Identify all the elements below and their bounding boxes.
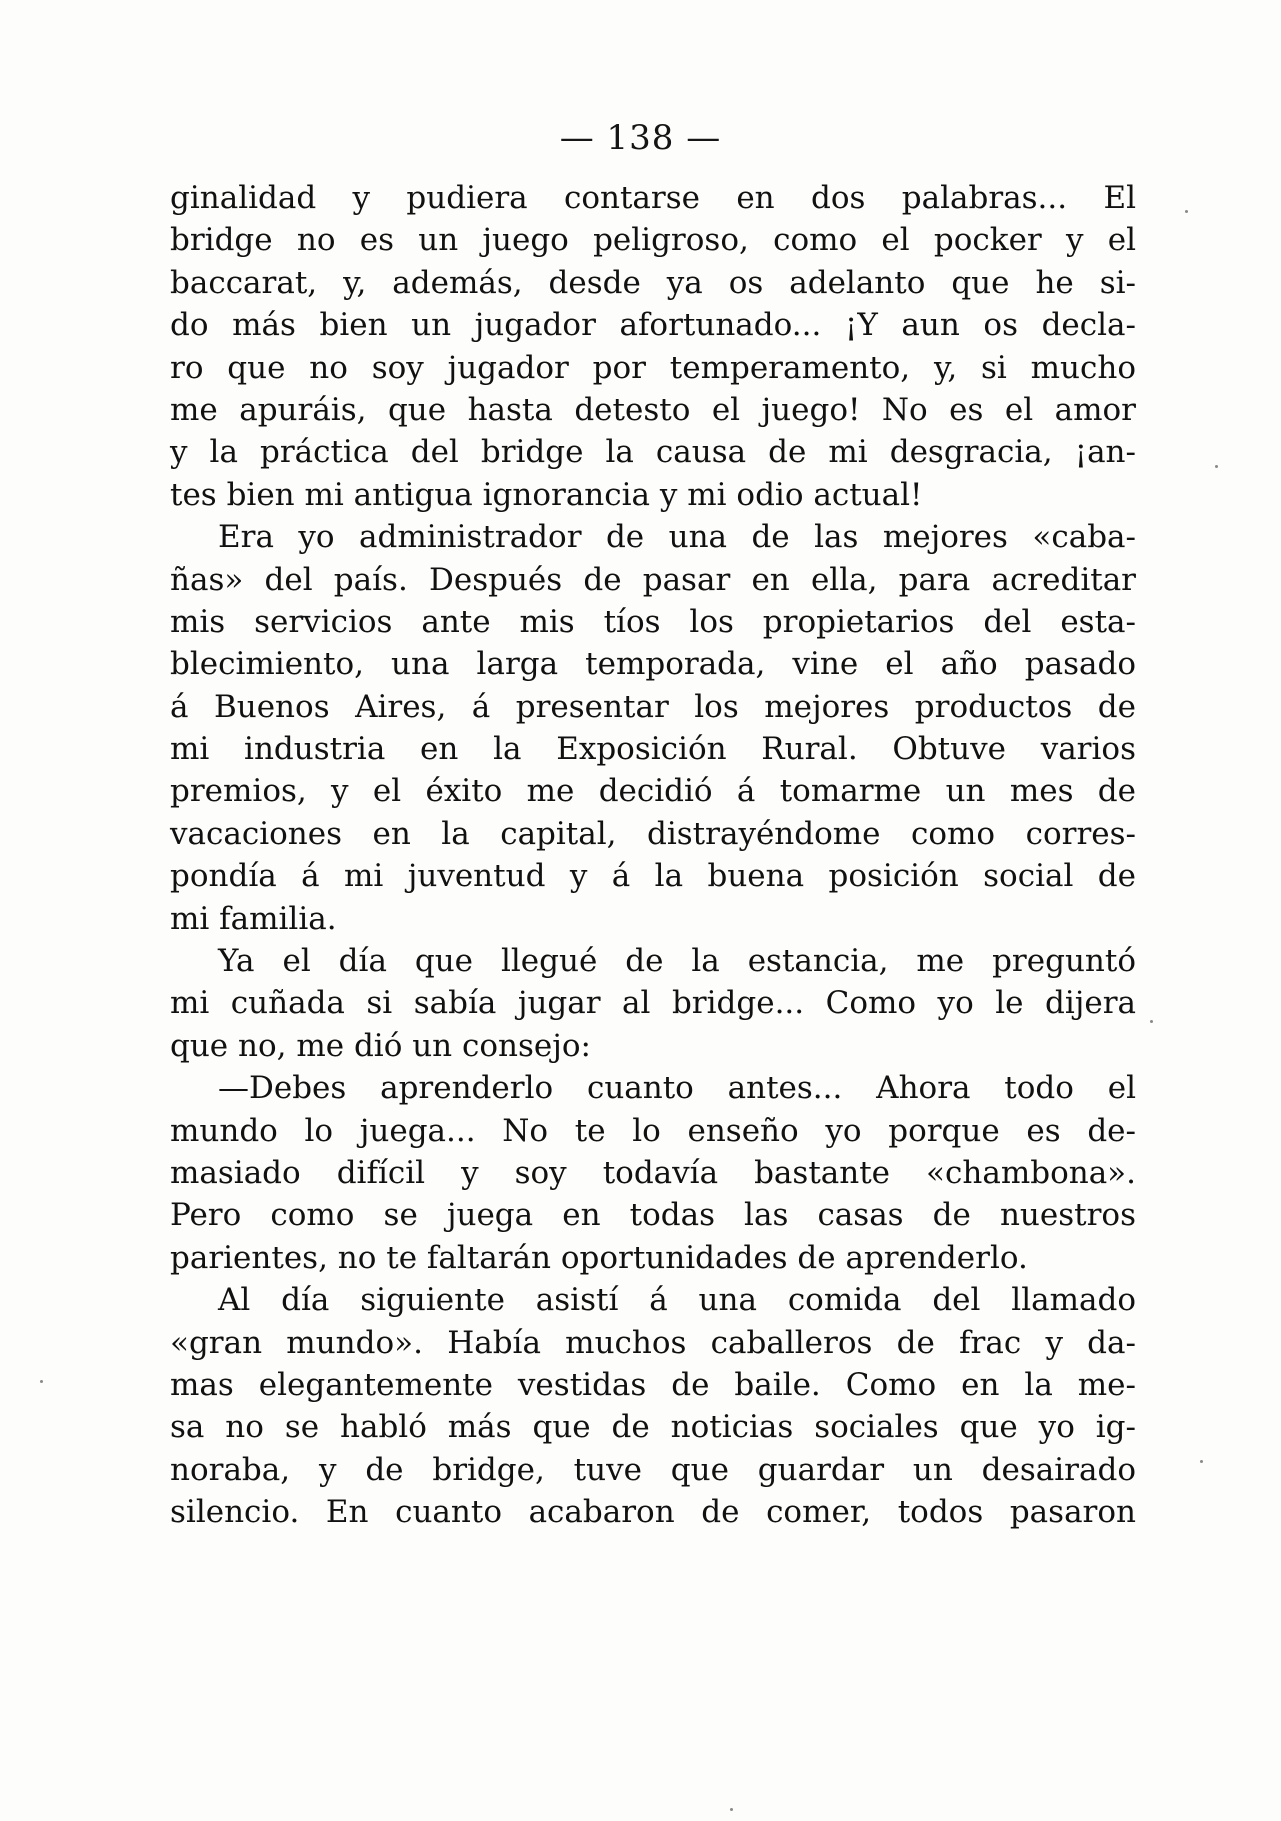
text-line: do más bien un jugador afortunado... ¡Y aun os decla- bbox=[170, 307, 1136, 344]
text-line: Pero como se juega en todas las casas de nuestros bbox=[170, 1197, 1136, 1234]
text-line: bridge no es un juego peligroso, como el pocker y el bbox=[170, 222, 1136, 259]
text-line: ñas» del país. Después de pasar en ella, para acreditar bbox=[170, 561, 1136, 598]
text-line: «gran mundo». Había muchos caballeros de frac y da- bbox=[170, 1324, 1136, 1361]
text-line: ro que no soy jugador por temperamento, y, si mucho bbox=[170, 349, 1136, 386]
paper-speck bbox=[730, 1808, 733, 1811]
paragraph bbox=[170, 940, 1136, 1067]
text-line: premios, y el éxito me decidió á tomarme un mes de bbox=[170, 773, 1136, 810]
text-line: ginalidad y pudiera contarse en dos palabras... El bbox=[170, 180, 1136, 216]
text-line: —Debes aprenderlo cuanto antes... Ahora todo el bbox=[218, 1070, 1136, 1107]
paper-speck bbox=[1150, 1020, 1153, 1023]
paragraph bbox=[170, 1067, 1136, 1279]
text-line: Al día siguiente asistí á una comida del llamado bbox=[218, 1282, 1136, 1319]
text-line: á Buenos Aires, á presentar los mejores productos de bbox=[170, 688, 1136, 725]
paragraph bbox=[170, 177, 1136, 516]
text-line: sa no se habló más que de noticias sociales que yo ig- bbox=[170, 1409, 1136, 1446]
text-line: pondía á mi juventud y á la buena posición social de bbox=[170, 858, 1136, 895]
text-line: y la práctica del bridge la causa de mi desgracia, ¡an- bbox=[170, 434, 1136, 471]
paper-speck bbox=[40, 1380, 43, 1383]
text-line: me apuráis, que hasta detesto el juego! No es el amor bbox=[170, 391, 1136, 428]
text-line: mi cuñada si sabía jugar al bridge... Como yo le dijera bbox=[170, 985, 1136, 1022]
text-line: baccarat, y, además, desde ya os adelanto que he si- bbox=[170, 264, 1136, 301]
text-line: masiado difícil y soy todavía bastante «chambona». bbox=[170, 1154, 1136, 1191]
paper-speck bbox=[1185, 210, 1188, 213]
page-number: — 138 — bbox=[559, 118, 722, 158]
text-line: blecimiento, una larga temporada, vine el año pasado bbox=[170, 646, 1136, 683]
text-line: tes bien mi antigua ignorancia y mi odio actual! bbox=[170, 476, 923, 513]
text-line: noraba, y de bridge, tuve que guardar un desairado bbox=[170, 1451, 1136, 1488]
paragraph bbox=[170, 516, 1136, 940]
text-line: mi industria en la Exposición Rural. Obtuve varios bbox=[170, 731, 1136, 768]
text-line: mundo lo juega... No te lo enseño yo porque es de- bbox=[170, 1112, 1136, 1149]
text-line: parientes, no te faltarán oportunidades de aprenderlo. bbox=[170, 1239, 1028, 1276]
text-line: mis servicios ante mis tíos los propietarios del esta- bbox=[170, 603, 1136, 640]
paper-speck bbox=[1215, 465, 1218, 468]
paper-speck bbox=[1200, 1460, 1203, 1463]
body-text bbox=[170, 177, 1136, 1534]
paragraph bbox=[170, 1279, 1136, 1533]
text-line: que no, me dió un consejo: bbox=[170, 1027, 591, 1064]
text-line: vacaciones en la capital, distrayéndome como corres- bbox=[170, 815, 1136, 852]
text-line: Ya el día que llegué de la estancia, me preguntó bbox=[218, 943, 1136, 980]
text-line: silencio. En cuanto acabaron de comer, todos pasaron bbox=[170, 1494, 1136, 1531]
text-line: mas elegantemente vestidas de baile. Como en la me- bbox=[170, 1366, 1136, 1403]
text-line: Era yo administrador de una de las mejores «caba- bbox=[218, 519, 1136, 556]
text-line: mi familia. bbox=[170, 900, 337, 937]
